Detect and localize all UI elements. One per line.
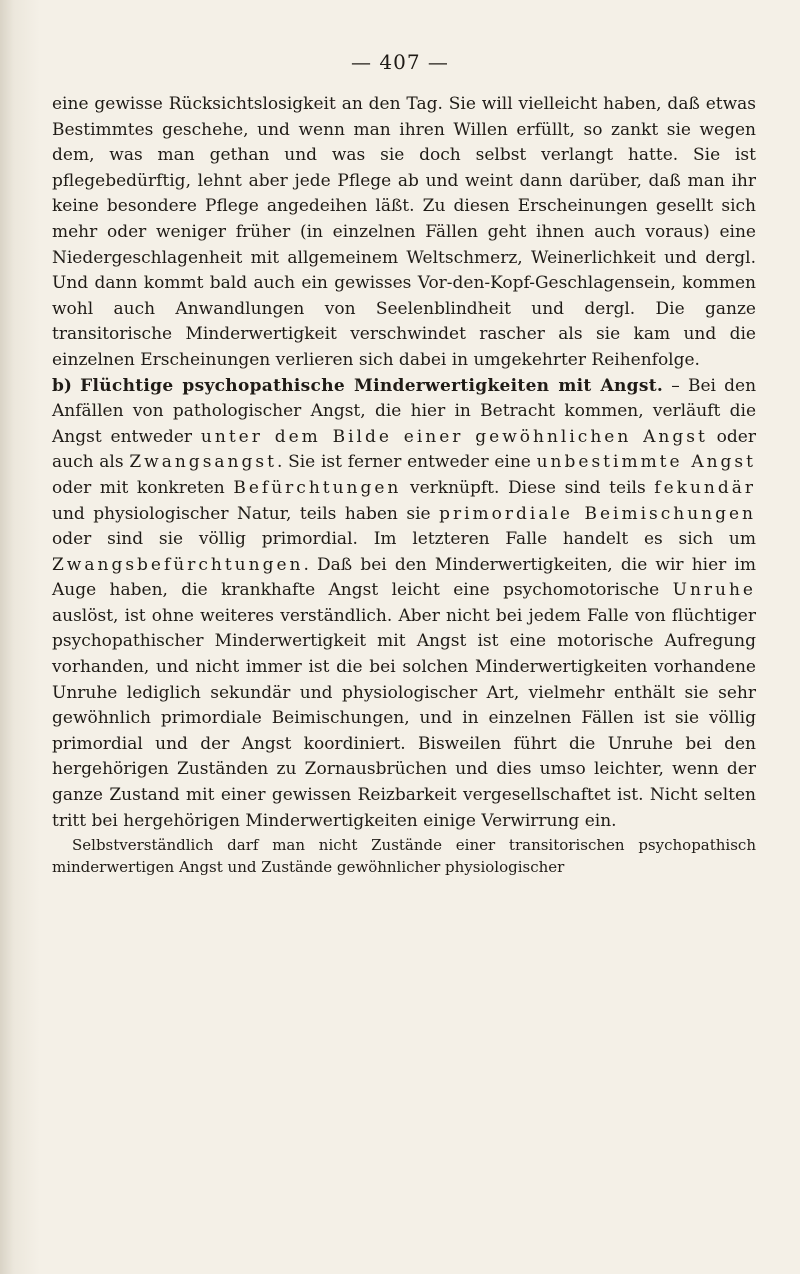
emphasis-text: fekundär bbox=[654, 477, 756, 498]
section-text: und physiologischer Natur, teils haben sie bbox=[52, 503, 440, 524]
section-text: verknüpft. Diese sind teils bbox=[401, 477, 655, 498]
section-label: b) bbox=[52, 375, 72, 396]
section-text: oder sind sie völlig primordial. Im letzteren Falle handelt es sich um bbox=[52, 529, 756, 550]
emphasis-text: Zwangsangst bbox=[129, 452, 277, 473]
section-title: Flüchtige psychopathische Minderwertigkeiten mit Angst. bbox=[80, 375, 664, 396]
emphasis-text: unter dem Bilde einer gewöhnlichen Angst bbox=[200, 426, 708, 447]
section-text: . Daß bei den Minderwertigkeiten, die wir hier im Auge haben, die krankhafte Angst leicht eine psychomotorische bbox=[52, 554, 756, 601]
emphasis-text: Zwangsbefürchtungen bbox=[52, 554, 304, 575]
page-number: — 407 — bbox=[351, 50, 449, 74]
emphasis-text: Unruhe bbox=[672, 580, 756, 601]
section-text: oder auch als bbox=[52, 426, 756, 473]
emphasis-text: unbestimmte Angst bbox=[536, 452, 756, 473]
footnote-paragraph: Selbstverständlich darf man nicht Zustände einer transitorischen psychopathisch minderwertigen Angst und Zustände gewöhnlicher physiologischer bbox=[52, 836, 756, 877]
section-text: auslöst, ist ohne weiteres verständlich. Aber nicht bei jedem Falle von flüchtiger psychopathischer Minderwertigkeit mit Angst ist eine motorische Aufregung vorhanden, und nicht immer ist die bei solchen Minderwertigkeiten vorhandene Unruhe lediglich sekundär und physiologischer Art, vielmehr enthält sie sehr gewöhnlich primordiale Beimischungen, und in einzelnen Fällen ist sie völlig primordial und der Angst koordiniert. Bisweilen führt die Unruhe bei den hergehörigen Zuständen zu Zornausbrüchen und dies umso leichter, wenn der ganze Zustand mit einer gewissen Reizbarkeit vergesellschaftet ist. Nicht selten tritt bei hergehörigen Minderwertigkeiten einige Verwirrung ein. bbox=[52, 605, 756, 831]
section-text: oder mit konkreten bbox=[52, 477, 234, 498]
page-body bbox=[52, 92, 756, 878]
section-text: – Bei den Anfällen von pathologischer Angst, die hier in Betracht kommen, verläuft die Angst entweder bbox=[52, 375, 757, 447]
emphasis-text: primordiale Beimischungen bbox=[439, 503, 756, 524]
section-text: . Sie ist ferner entweder eine bbox=[276, 452, 537, 473]
section-b-paragraph bbox=[52, 374, 756, 835]
paragraph-1: eine gewisse Rücksichtslosigkeit an den Tag. Sie will vielleicht haben, daß etwas Bestimmtes geschehe, und wenn man ihren Willen erfüllt, so zankt sie wegen dem, was man gethan und was sie doch selbst verlangt hatte. Sie ist pflegebedürftig, lehnt aber jede Pflege ab und weint dann darüber, daß man ihr keine besondere Pflege angedeihen läßt. Zu diesen Erscheinungen gesellt sich mehr oder weniger früher (in einzelnen Fällen geht ihnen auch voraus) eine Niedergeschlagenheit mit allgemeinem Weltschmerz, Weinerlichkeit und dergl. Und dann kommt bald auch ein gewisses Vor-den-Kopf-Geschlagensein, kommen wohl auch Anwandlungen von Seelenblindheit und dergl. Die ganze transitorische Minderwertigkeit verschwindet rascher als sie kam und die einzelnen Erscheinungen verlieren sich dabei in umgekehrter Reihenfolge. bbox=[52, 94, 756, 370]
emphasis-text: Befürchtungen bbox=[233, 477, 402, 498]
